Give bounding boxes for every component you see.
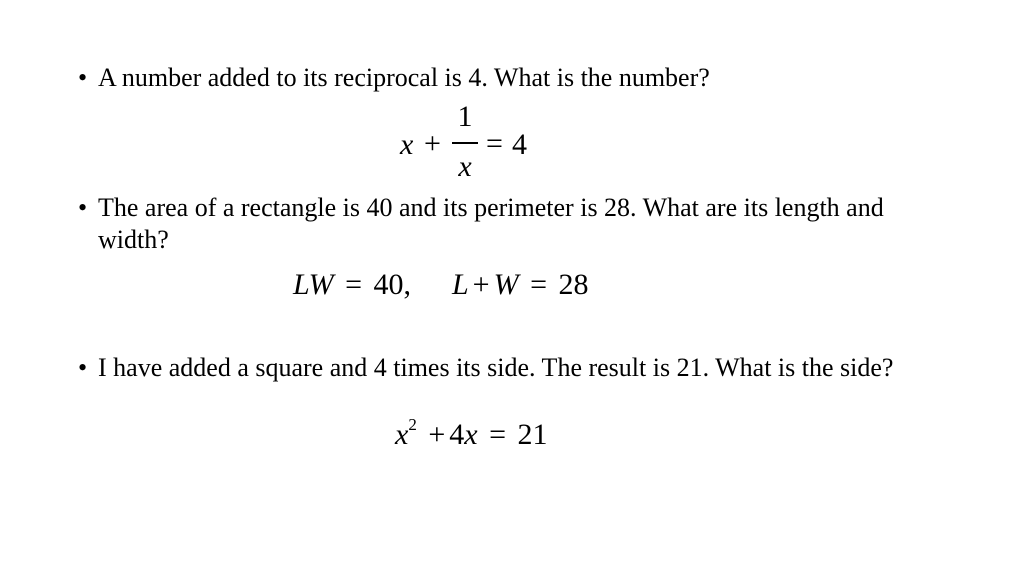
- eq-plus: +: [424, 127, 441, 160]
- bullet-dot: •: [78, 353, 88, 382]
- eq-exponent: 2: [408, 415, 417, 434]
- bullet-reciprocal-problem: [78, 62, 958, 94]
- eq-value-area: 40,: [373, 268, 411, 301]
- eq-rhs: 4: [512, 128, 527, 161]
- bullet-text: I have added a square and 4 times its side. The result is 21. What is the side?: [98, 353, 894, 382]
- eq-variable-x: x: [395, 418, 409, 451]
- eq-plus: +: [472, 268, 490, 301]
- bullet-text: A number added to its reciprocal is 4. What is the number?: [98, 63, 710, 92]
- fraction-denominator: x: [458, 150, 472, 183]
- eq-equals: =: [486, 127, 503, 160]
- eq-coefficient: 4: [449, 418, 465, 451]
- equation-rectangle: [293, 268, 589, 302]
- fraction-numerator: 1: [457, 100, 473, 133]
- fraction-bar: [452, 142, 478, 144]
- eq-plus: +: [428, 418, 446, 451]
- eq-equals: =: [345, 268, 362, 301]
- eq-value-perimeter: 28: [558, 268, 589, 301]
- bullet-dot: •: [78, 193, 88, 222]
- bullet-dot: •: [78, 63, 88, 92]
- eq-equals: =: [489, 418, 506, 451]
- eq-lw: LW: [293, 268, 334, 301]
- eq-w: W: [493, 268, 519, 301]
- eq-variable-x: x: [464, 418, 478, 451]
- eq-variable-x: x: [400, 128, 414, 161]
- bullet-rectangle-problem: [78, 192, 958, 256]
- eq-equals: =: [530, 268, 548, 301]
- bullet-text: The area of a rectangle is 40 and its perimeter is 28. What are its length and width?: [98, 193, 884, 254]
- bullet-square-problem: [78, 352, 958, 384]
- equation-square: [395, 415, 548, 452]
- eq-l: L: [451, 268, 469, 301]
- eq-rhs: 21: [517, 418, 548, 451]
